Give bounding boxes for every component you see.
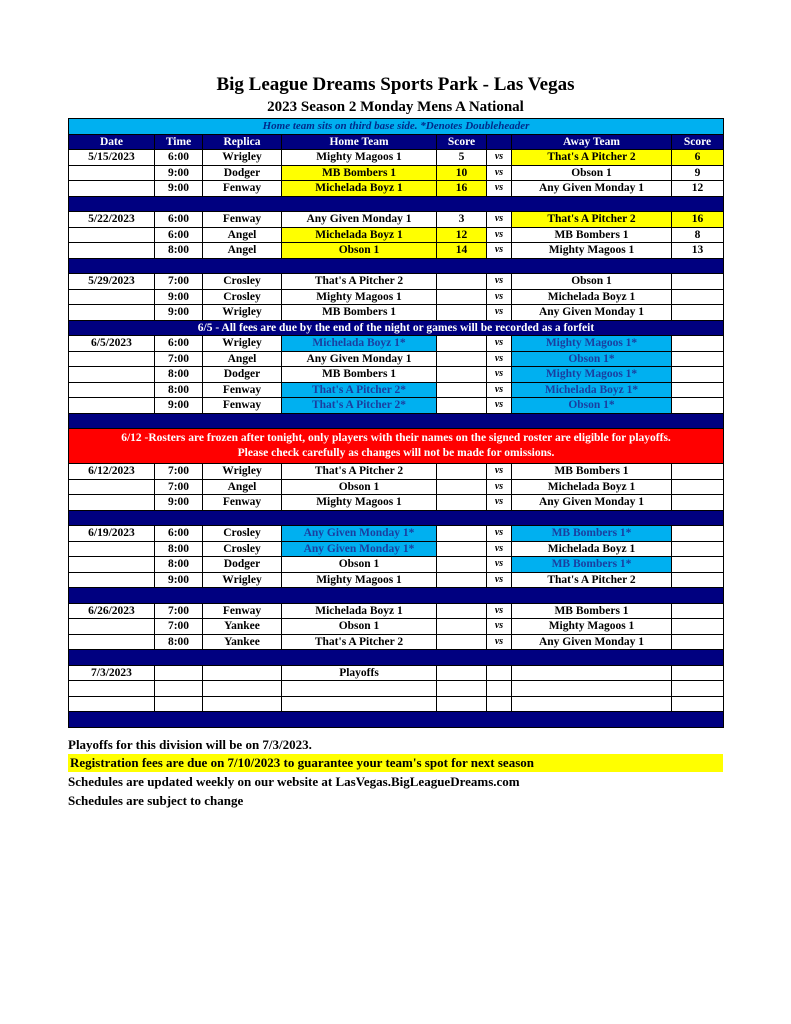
- home-team: Mighty Magoos 1: [282, 495, 437, 511]
- game-time: 6:00: [155, 526, 203, 542]
- schedule-table: [68, 118, 724, 728]
- game-time: 9:00: [155, 495, 203, 511]
- away-score: 6: [672, 150, 724, 166]
- game-time: 9:00: [155, 398, 203, 414]
- away-team: MB Bombers 1*: [512, 557, 672, 573]
- game-row: [69, 181, 724, 197]
- game-field: Angel: [203, 479, 282, 495]
- vs-label: vs: [487, 557, 512, 573]
- game-row: [69, 665, 724, 681]
- vs-label: vs: [487, 274, 512, 290]
- home-team: Obson 1: [282, 619, 437, 635]
- game-date: [69, 367, 155, 383]
- away-team: Obson 1: [512, 165, 672, 181]
- separator-cell: [69, 712, 724, 728]
- week-separator: [69, 196, 724, 212]
- game-field: Yankee: [203, 619, 282, 635]
- doubleheader-note-row: [69, 119, 724, 135]
- home-score: [437, 367, 487, 383]
- away-team: Obson 1: [512, 274, 672, 290]
- away-team: Michelada Boyz 1*: [512, 382, 672, 398]
- game-row: [69, 572, 724, 588]
- game-date: [69, 165, 155, 181]
- doubleheader-note: Home team sits on third base side. *Denotes Doubleheader: [69, 119, 724, 135]
- home-score: 5: [437, 150, 487, 166]
- home-score: [437, 464, 487, 480]
- game-field: Angel: [203, 227, 282, 243]
- game-row: [69, 227, 724, 243]
- home-team: Obson 1: [282, 557, 437, 573]
- away-team: Any Given Monday 1: [512, 181, 672, 197]
- home-team: Playoffs: [282, 665, 437, 681]
- game-time: 9:00: [155, 572, 203, 588]
- home-score: [437, 619, 487, 635]
- game-date: [69, 227, 155, 243]
- game-field: Dodger: [203, 165, 282, 181]
- game-field: Fenway: [203, 603, 282, 619]
- away-team: That's A Pitcher 2: [512, 572, 672, 588]
- game-row: [69, 382, 724, 398]
- game-time: 7:00: [155, 603, 203, 619]
- header-away-team: Away Team: [512, 134, 672, 150]
- game-date: 6/19/2023: [69, 526, 155, 542]
- home-score: 3: [437, 212, 487, 228]
- roster-notice: [69, 429, 724, 464]
- home-score: [437, 305, 487, 321]
- game-row: [69, 150, 724, 166]
- roster-notice-line2: Please check carefully as changes will not be made for omissions.: [237, 447, 555, 459]
- separator-cell: [69, 650, 724, 666]
- game-row: [69, 367, 724, 383]
- vs-label: vs: [487, 165, 512, 181]
- game-row: [69, 479, 724, 495]
- away-score: [672, 336, 724, 352]
- home-team: [282, 696, 437, 712]
- home-team: That's A Pitcher 2: [282, 274, 437, 290]
- game-date: [69, 398, 155, 414]
- vs-label: vs: [487, 336, 512, 352]
- week-separator: [69, 413, 724, 429]
- away-score: [672, 398, 724, 414]
- game-row: [69, 464, 724, 480]
- game-row: [69, 619, 724, 635]
- home-score: [437, 479, 487, 495]
- away-team: Mighty Magoos 1*: [512, 367, 672, 383]
- game-time: [155, 665, 203, 681]
- week-separator: [69, 650, 724, 666]
- game-time: 6:00: [155, 212, 203, 228]
- game-date: [69, 495, 155, 511]
- home-score: [437, 274, 487, 290]
- game-row: [69, 305, 724, 321]
- away-team: Mighty Magoos 1: [512, 243, 672, 259]
- away-score: [672, 557, 724, 573]
- game-date: 6/5/2023: [69, 336, 155, 352]
- home-score: 14: [437, 243, 487, 259]
- home-team: Mighty Magoos 1: [282, 289, 437, 305]
- game-field: Fenway: [203, 382, 282, 398]
- home-score: [437, 681, 487, 697]
- away-score: [672, 382, 724, 398]
- game-field: Wrigley: [203, 464, 282, 480]
- game-field: Crosley: [203, 526, 282, 542]
- game-date: [69, 572, 155, 588]
- game-time: 9:00: [155, 305, 203, 321]
- away-team: Any Given Monday 1: [512, 634, 672, 650]
- home-score: [437, 336, 487, 352]
- game-field: Fenway: [203, 398, 282, 414]
- home-team: Michelada Boyz 1: [282, 603, 437, 619]
- game-date: 7/3/2023: [69, 665, 155, 681]
- away-score: [672, 603, 724, 619]
- vs-label: vs: [487, 495, 512, 511]
- vs-label: vs: [487, 367, 512, 383]
- home-score: [437, 572, 487, 588]
- away-team: Obson 1*: [512, 351, 672, 367]
- header-time: Time: [155, 134, 203, 150]
- away-team: Obson 1*: [512, 398, 672, 414]
- home-team: Michelada Boyz 1: [282, 181, 437, 197]
- away-score: 12: [672, 181, 724, 197]
- vs-label: vs: [487, 181, 512, 197]
- game-time: 9:00: [155, 181, 203, 197]
- game-date: 5/15/2023: [69, 150, 155, 166]
- home-score: [437, 382, 487, 398]
- game-time: 8:00: [155, 541, 203, 557]
- vs-label: vs: [487, 351, 512, 367]
- vs-label: vs: [487, 289, 512, 305]
- away-team: MB Bombers 1: [512, 603, 672, 619]
- away-team: [512, 681, 672, 697]
- vs-label: vs: [487, 479, 512, 495]
- home-team: Any Given Monday 1*: [282, 526, 437, 542]
- game-date: [69, 243, 155, 259]
- game-time: 9:00: [155, 289, 203, 305]
- change-note: Schedules are subject to change: [68, 793, 244, 808]
- away-score: [672, 634, 724, 650]
- away-score: [672, 572, 724, 588]
- game-time: 7:00: [155, 351, 203, 367]
- home-team: That's A Pitcher 2*: [282, 382, 437, 398]
- home-team: That's A Pitcher 2: [282, 464, 437, 480]
- game-time: 6:00: [155, 336, 203, 352]
- game-field: Dodger: [203, 367, 282, 383]
- game-row: [69, 165, 724, 181]
- game-field: [203, 665, 282, 681]
- game-field: Crosley: [203, 541, 282, 557]
- game-row: [69, 681, 724, 697]
- home-team: Michelada Boyz 1*: [282, 336, 437, 352]
- home-team: MB Bombers 1: [282, 367, 437, 383]
- game-field: Wrigley: [203, 150, 282, 166]
- home-team: That's A Pitcher 2*: [282, 398, 437, 414]
- game-time: [155, 696, 203, 712]
- home-team: [282, 681, 437, 697]
- game-row: [69, 541, 724, 557]
- game-row: [69, 351, 724, 367]
- away-team: Any Given Monday 1: [512, 305, 672, 321]
- vs-label: vs: [487, 305, 512, 321]
- separator-cell: [69, 258, 724, 274]
- away-team: Michelada Boyz 1: [512, 479, 672, 495]
- registration-note: Registration fees are due on 7/10/2023 to guarantee your team's spot for next season: [68, 754, 723, 772]
- vs-label: vs: [487, 382, 512, 398]
- game-field: [203, 696, 282, 712]
- game-row: [69, 495, 724, 511]
- game-field: Wrigley: [203, 572, 282, 588]
- away-score: [672, 696, 724, 712]
- header-vs: [487, 134, 512, 150]
- game-field: Fenway: [203, 212, 282, 228]
- home-score: [437, 526, 487, 542]
- away-score: [672, 351, 724, 367]
- header-row: [69, 134, 724, 150]
- game-date: [69, 479, 155, 495]
- game-row: [69, 634, 724, 650]
- roster-notice-row: [69, 429, 724, 464]
- away-score: [672, 464, 724, 480]
- header-home-score: Score: [437, 134, 487, 150]
- game-row: [69, 289, 724, 305]
- away-team: MB Bombers 1: [512, 464, 672, 480]
- home-score: [437, 634, 487, 650]
- game-row: [69, 336, 724, 352]
- home-score: [437, 696, 487, 712]
- home-team: Any Given Monday 1: [282, 212, 437, 228]
- home-team: MB Bombers 1: [282, 305, 437, 321]
- game-time: [155, 681, 203, 697]
- home-team: Any Given Monday 1: [282, 351, 437, 367]
- game-field: Wrigley: [203, 336, 282, 352]
- home-score: [437, 289, 487, 305]
- away-team: MB Bombers 1*: [512, 526, 672, 542]
- home-score: [437, 603, 487, 619]
- week-separator: [69, 258, 724, 274]
- game-field: Crosley: [203, 274, 282, 290]
- header-replica: Replica: [203, 134, 282, 150]
- home-score: [437, 541, 487, 557]
- game-date: [69, 681, 155, 697]
- game-row: [69, 603, 724, 619]
- vs-label: vs: [487, 634, 512, 650]
- header-away-score: Score: [672, 134, 724, 150]
- game-time: 8:00: [155, 367, 203, 383]
- separator-cell: [69, 413, 724, 429]
- vs-label: [487, 696, 512, 712]
- separator-cell: [69, 588, 724, 604]
- game-date: 5/22/2023: [69, 212, 155, 228]
- home-score: 10: [437, 165, 487, 181]
- game-date: [69, 541, 155, 557]
- game-row: [69, 398, 724, 414]
- away-team: [512, 665, 672, 681]
- header-home-team: Home Team: [282, 134, 437, 150]
- game-row: [69, 243, 724, 259]
- away-score: 16: [672, 212, 724, 228]
- game-time: 7:00: [155, 479, 203, 495]
- vs-label: [487, 665, 512, 681]
- away-score: 9: [672, 165, 724, 181]
- home-team: That's A Pitcher 2: [282, 634, 437, 650]
- away-team: Michelada Boyz 1: [512, 289, 672, 305]
- week-separator: [69, 510, 724, 526]
- home-score: [437, 665, 487, 681]
- away-team: Michelada Boyz 1: [512, 541, 672, 557]
- game-field: Fenway: [203, 495, 282, 511]
- game-time: 7:00: [155, 274, 203, 290]
- home-score: [437, 495, 487, 511]
- home-score: 12: [437, 227, 487, 243]
- away-score: [672, 665, 724, 681]
- game-time: 8:00: [155, 243, 203, 259]
- roster-notice-line1: 6/12 -Rosters are frozen after tonight, only players with their names on the signed roster are eligible for playoffs.: [121, 432, 671, 444]
- vs-label: vs: [487, 243, 512, 259]
- game-date: [69, 382, 155, 398]
- separator-cell: [69, 196, 724, 212]
- away-team: MB Bombers 1: [512, 227, 672, 243]
- game-date: 6/26/2023: [69, 603, 155, 619]
- fees-notice-row: [69, 320, 724, 336]
- vs-label: vs: [487, 227, 512, 243]
- separator-cell: [69, 510, 724, 526]
- game-date: [69, 305, 155, 321]
- vs-label: vs: [487, 603, 512, 619]
- away-team: That's A Pitcher 2: [512, 150, 672, 166]
- home-team: Obson 1: [282, 479, 437, 495]
- playoffs-note: Playoffs for this division will be on 7/3/2023.: [68, 737, 312, 752]
- away-score: [672, 274, 724, 290]
- game-date: [69, 619, 155, 635]
- away-score: [672, 305, 724, 321]
- game-row: [69, 526, 724, 542]
- vs-label: vs: [487, 150, 512, 166]
- game-time: 8:00: [155, 634, 203, 650]
- home-score: [437, 557, 487, 573]
- game-field: [203, 681, 282, 697]
- away-score: [672, 289, 724, 305]
- vs-label: vs: [487, 212, 512, 228]
- away-score: [672, 541, 724, 557]
- game-date: 6/12/2023: [69, 464, 155, 480]
- game-time: 8:00: [155, 382, 203, 398]
- page-subtitle: 2023 Season 2 Monday Mens A National: [267, 99, 524, 115]
- home-team: Michelada Boyz 1: [282, 227, 437, 243]
- game-field: Angel: [203, 243, 282, 259]
- vs-label: vs: [487, 619, 512, 635]
- game-row: [69, 212, 724, 228]
- away-score: [672, 526, 724, 542]
- away-score: [672, 619, 724, 635]
- game-date: [69, 634, 155, 650]
- game-date: [69, 557, 155, 573]
- game-field: Crosley: [203, 289, 282, 305]
- home-team: Obson 1: [282, 243, 437, 259]
- game-field: Wrigley: [203, 305, 282, 321]
- week-separator: [69, 712, 724, 728]
- game-time: 7:00: [155, 464, 203, 480]
- page-title: Big League Dreams Sports Park - Las Vegas: [216, 74, 575, 95]
- away-score: 13: [672, 243, 724, 259]
- game-row: [69, 696, 724, 712]
- away-score: 8: [672, 227, 724, 243]
- fees-notice: 6/5 - All fees are due by the end of the night or games will be recorded as a forfeit: [69, 320, 724, 336]
- vs-label: [487, 681, 512, 697]
- away-team: Mighty Magoos 1: [512, 619, 672, 635]
- game-date: [69, 181, 155, 197]
- away-score: [672, 367, 724, 383]
- away-score: [672, 681, 724, 697]
- header-date: Date: [69, 134, 155, 150]
- game-field: Angel: [203, 351, 282, 367]
- away-team: That's A Pitcher 2: [512, 212, 672, 228]
- away-team: Any Given Monday 1: [512, 495, 672, 511]
- home-score: 16: [437, 181, 487, 197]
- home-score: [437, 398, 487, 414]
- game-time: 6:00: [155, 150, 203, 166]
- game-field: Fenway: [203, 181, 282, 197]
- website-note: Schedules are updated weekly on our website at LasVegas.BigLeagueDreams.com: [68, 774, 520, 789]
- game-date: 5/29/2023: [69, 274, 155, 290]
- game-row: [69, 557, 724, 573]
- home-team: Mighty Magoos 1: [282, 150, 437, 166]
- game-time: 8:00: [155, 557, 203, 573]
- game-time: 9:00: [155, 165, 203, 181]
- game-row: [69, 274, 724, 290]
- away-team: [512, 696, 672, 712]
- away-team: Mighty Magoos 1*: [512, 336, 672, 352]
- vs-label: vs: [487, 464, 512, 480]
- game-time: 7:00: [155, 619, 203, 635]
- game-field: Yankee: [203, 634, 282, 650]
- week-separator: [69, 588, 724, 604]
- game-field: Dodger: [203, 557, 282, 573]
- home-team: Mighty Magoos 1: [282, 572, 437, 588]
- game-date: [69, 351, 155, 367]
- away-score: [672, 479, 724, 495]
- game-time: 6:00: [155, 227, 203, 243]
- vs-label: vs: [487, 398, 512, 414]
- vs-label: vs: [487, 526, 512, 542]
- home-team: MB Bombers 1: [282, 165, 437, 181]
- vs-label: vs: [487, 572, 512, 588]
- home-team: Any Given Monday 1*: [282, 541, 437, 557]
- game-date: [69, 289, 155, 305]
- away-score: [672, 495, 724, 511]
- game-date: [69, 696, 155, 712]
- vs-label: vs: [487, 541, 512, 557]
- home-score: [437, 351, 487, 367]
